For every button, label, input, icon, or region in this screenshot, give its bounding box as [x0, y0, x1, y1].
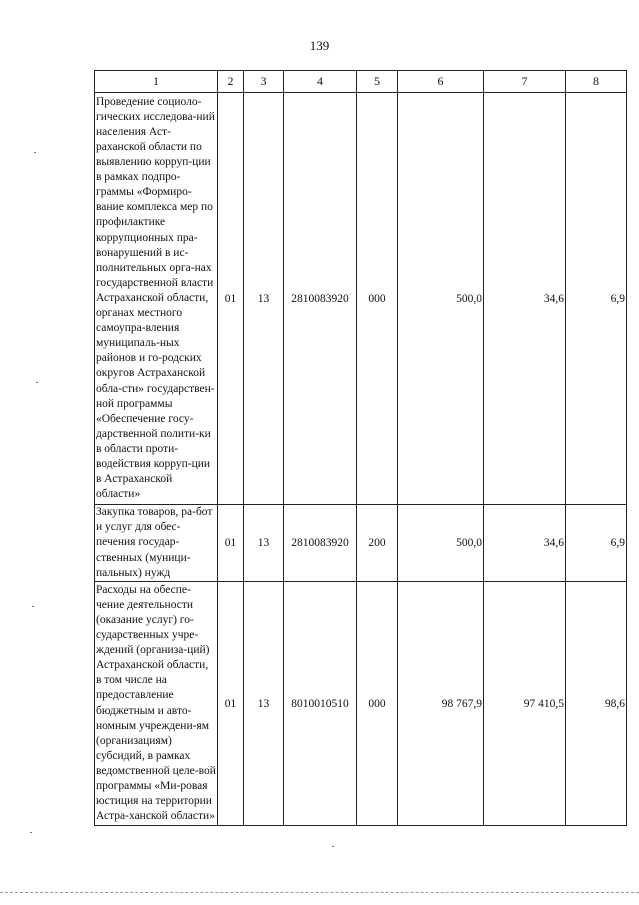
cell-col2: 01 — [218, 582, 244, 826]
column-header: 3 — [244, 71, 284, 93]
cell-col2: 01 — [218, 505, 244, 582]
cell-col7: 97 410,5 — [484, 582, 566, 826]
scan-speck — [36, 382, 38, 383]
scan-speck — [34, 152, 36, 153]
column-header: 4 — [284, 71, 357, 93]
cell-col8: 6,9 — [566, 505, 627, 582]
row-description: Проведение социоло-гических исследова-ний населения Аст-раханской области по выявлению корруп-ции в рамках подпро-граммы «Формиро-вание комплекса мер по профилактике коррупционных пра-вонарушений в ис-полнительных орга-нах государственной власти Астраханской области, органах местного самоупра-вления муниципаль-ных районов и го-родских округов Астраханской обла-сти» государствен-ной программы «Обеспечение госу-дарственной полити-ки в области проти-водействия корруп-ции в Астраханской области» — [95, 93, 218, 505]
column-header: 7 — [484, 71, 566, 93]
cell-col3: 13 — [244, 582, 284, 826]
cell-col2: 01 — [218, 93, 244, 505]
cell-col3: 13 — [244, 505, 284, 582]
column-header: 1 — [95, 71, 218, 93]
cell-col5: 000 — [357, 582, 398, 826]
scan-speck — [30, 832, 32, 833]
column-header: 5 — [357, 71, 398, 93]
table-row — [95, 505, 627, 582]
cell-col7: 34,6 — [484, 505, 566, 582]
table-header-row — [95, 71, 627, 93]
scan-speck — [332, 846, 334, 847]
cell-col5: 000 — [357, 93, 398, 505]
column-header: 6 — [398, 71, 484, 93]
budget-table — [94, 70, 627, 826]
column-header: 8 — [566, 71, 627, 93]
column-header: 2 — [218, 71, 244, 93]
row-description: Расходы на обеспе-чение деятельности (оказание услуг) го-сударственных учре-ждений (организа-ций) Астраханской области, в том числе на предоставление бюджетным и авто-номным учреждени-ям (организациям) субсидий, в рамках ведомственной целе-вой программы «Ми-ровая юстиция на территории Астра-ханской области» — [95, 582, 218, 826]
cell-col6: 500,0 — [398, 93, 484, 505]
page-number: 139 — [309, 38, 330, 53]
cell-col8: 98,6 — [566, 582, 627, 826]
row-description: Закупка товаров, ра-бот и услуг для обес-печения государ-ственных (муници-пальных) нужд — [95, 505, 218, 582]
scan-speck — [32, 606, 34, 607]
table-row — [95, 93, 627, 505]
scan-edge-line — [0, 892, 639, 893]
cell-col6: 500,0 — [398, 505, 484, 582]
cell-col3: 13 — [244, 93, 284, 505]
cell-col4: 2810083920 — [284, 93, 357, 505]
cell-col6: 98 767,9 — [398, 582, 484, 826]
cell-col7: 34,6 — [484, 93, 566, 505]
cell-col4: 2810083920 — [284, 505, 357, 582]
cell-col8: 6,9 — [566, 93, 627, 505]
cell-col5: 200 — [357, 505, 398, 582]
table-row — [95, 582, 627, 826]
cell-col4: 8010010510 — [284, 582, 357, 826]
